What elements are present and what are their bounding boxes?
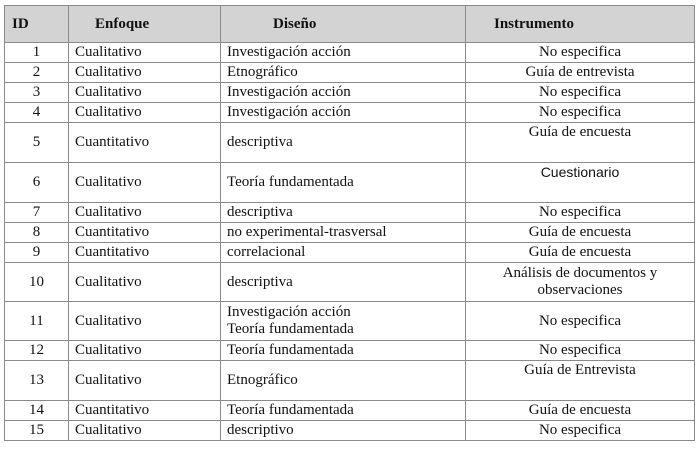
- cell-id: 15: [5, 421, 69, 441]
- cell-enfoque: Cualitativo: [69, 203, 221, 223]
- cell-diseno: descriptiva: [221, 203, 466, 223]
- table-row: [5, 361, 695, 401]
- cell-diseno: no experimental-trasversal: [221, 223, 466, 243]
- table-row: [5, 163, 695, 203]
- cell-enfoque: Cuantitativo: [69, 401, 221, 421]
- cell-id: 3: [5, 83, 69, 103]
- cell-diseno: Teoría fundamentada: [221, 341, 466, 361]
- instrumento-line: observaciones: [537, 282, 623, 298]
- cell-enfoque: Cualitativo: [69, 163, 221, 203]
- cell-id: 14: [5, 401, 69, 421]
- table-header: [5, 6, 695, 43]
- cell-id: 6: [5, 163, 69, 203]
- cell-enfoque: Cuantitativo: [69, 223, 221, 243]
- cell-instrumento: Guía de entrevista: [466, 63, 695, 83]
- cell-id: 10: [5, 263, 69, 302]
- cell-id: 13: [5, 361, 69, 401]
- cell-id: 2: [5, 63, 69, 83]
- cell-id: 12: [5, 341, 69, 361]
- table-row: [5, 63, 695, 83]
- cell-instrumento: Guía de encuesta: [466, 401, 695, 421]
- table-body: [5, 43, 695, 441]
- cell-id: 1: [5, 43, 69, 63]
- cell-id: 11: [5, 302, 69, 341]
- cell-instrumento: No especifica: [466, 341, 695, 361]
- cell-id: 7: [5, 203, 69, 223]
- table-row: [5, 43, 695, 63]
- cell-enfoque: Cualitativo: [69, 83, 221, 103]
- table-row: [5, 263, 695, 302]
- cell-diseno: Teoría fundamentada: [221, 163, 466, 203]
- table-row: [5, 83, 695, 103]
- cell-instrumento: Guía de encuesta: [466, 223, 695, 243]
- table-row: [5, 421, 695, 441]
- cell-enfoque: Cualitativo: [69, 421, 221, 441]
- cell-id: 8: [5, 223, 69, 243]
- cell-instrumento: Cuestionario: [466, 163, 695, 203]
- cell-instrumento: No especifica: [466, 43, 695, 63]
- cell-enfoque: Cuantitativo: [69, 123, 221, 163]
- cell-id: 9: [5, 243, 69, 263]
- cell-diseno: [221, 302, 466, 341]
- cell-diseno: Teoría fundamentada: [221, 401, 466, 421]
- cell-diseno: descriptivo: [221, 421, 466, 441]
- cell-instrumento: Guía de encuesta: [466, 243, 695, 263]
- cell-diseno: correlacional: [221, 243, 466, 263]
- header-enfoque: Enfoque: [69, 6, 221, 43]
- table-row: [5, 223, 695, 243]
- table-row: [5, 243, 695, 263]
- cell-enfoque: Cualitativo: [69, 103, 221, 123]
- instrumento-line: Análisis de documentos y: [502, 265, 658, 281]
- header-instrumento: Instrumento: [466, 6, 695, 43]
- cell-enfoque: Cualitativo: [69, 302, 221, 341]
- diseno-line: Teoría fundamentada: [227, 321, 354, 337]
- table-row: [5, 401, 695, 421]
- cell-enfoque: Cualitativo: [69, 361, 221, 401]
- cell-enfoque: Cualitativo: [69, 43, 221, 63]
- cell-diseno: Investigación acción: [221, 43, 466, 63]
- cell-instrumento: No especifica: [466, 103, 695, 123]
- studies-table: [4, 5, 695, 441]
- cell-id: 4: [5, 103, 69, 123]
- header-id: ID: [5, 6, 69, 43]
- table-row: [5, 341, 695, 361]
- cell-instrumento: Guía de encuesta: [466, 123, 695, 163]
- table-row: [5, 203, 695, 223]
- cell-diseno: descriptiva: [221, 263, 466, 302]
- cell-enfoque: Cualitativo: [69, 263, 221, 302]
- cell-enfoque: Cuantitativo: [69, 243, 221, 263]
- cell-diseno: descriptiva: [221, 123, 466, 163]
- header-diseno: Diseño: [221, 6, 466, 43]
- cell-enfoque: Cualitativo: [69, 63, 221, 83]
- cell-diseno: Investigación acción: [221, 83, 466, 103]
- cell-instrumento: [466, 263, 695, 302]
- cell-diseno: Etnográfico: [221, 63, 466, 83]
- cell-id: 5: [5, 123, 69, 163]
- cell-instrumento: No especifica: [466, 421, 695, 441]
- table-row: [5, 103, 695, 123]
- cell-diseno: Investigación acción: [221, 103, 466, 123]
- cell-instrumento: No especifica: [466, 302, 695, 341]
- table-row: [5, 123, 695, 163]
- cell-enfoque: Cualitativo: [69, 341, 221, 361]
- cell-instrumento: No especifica: [466, 83, 695, 103]
- cell-diseno: Etnográfico: [221, 361, 466, 401]
- header-row: [5, 6, 695, 43]
- diseno-line: Investigación acción: [227, 304, 351, 320]
- table-row: [5, 302, 695, 341]
- cell-instrumento: Guía de Entrevista: [466, 361, 695, 401]
- cell-instrumento: No especifica: [466, 203, 695, 223]
